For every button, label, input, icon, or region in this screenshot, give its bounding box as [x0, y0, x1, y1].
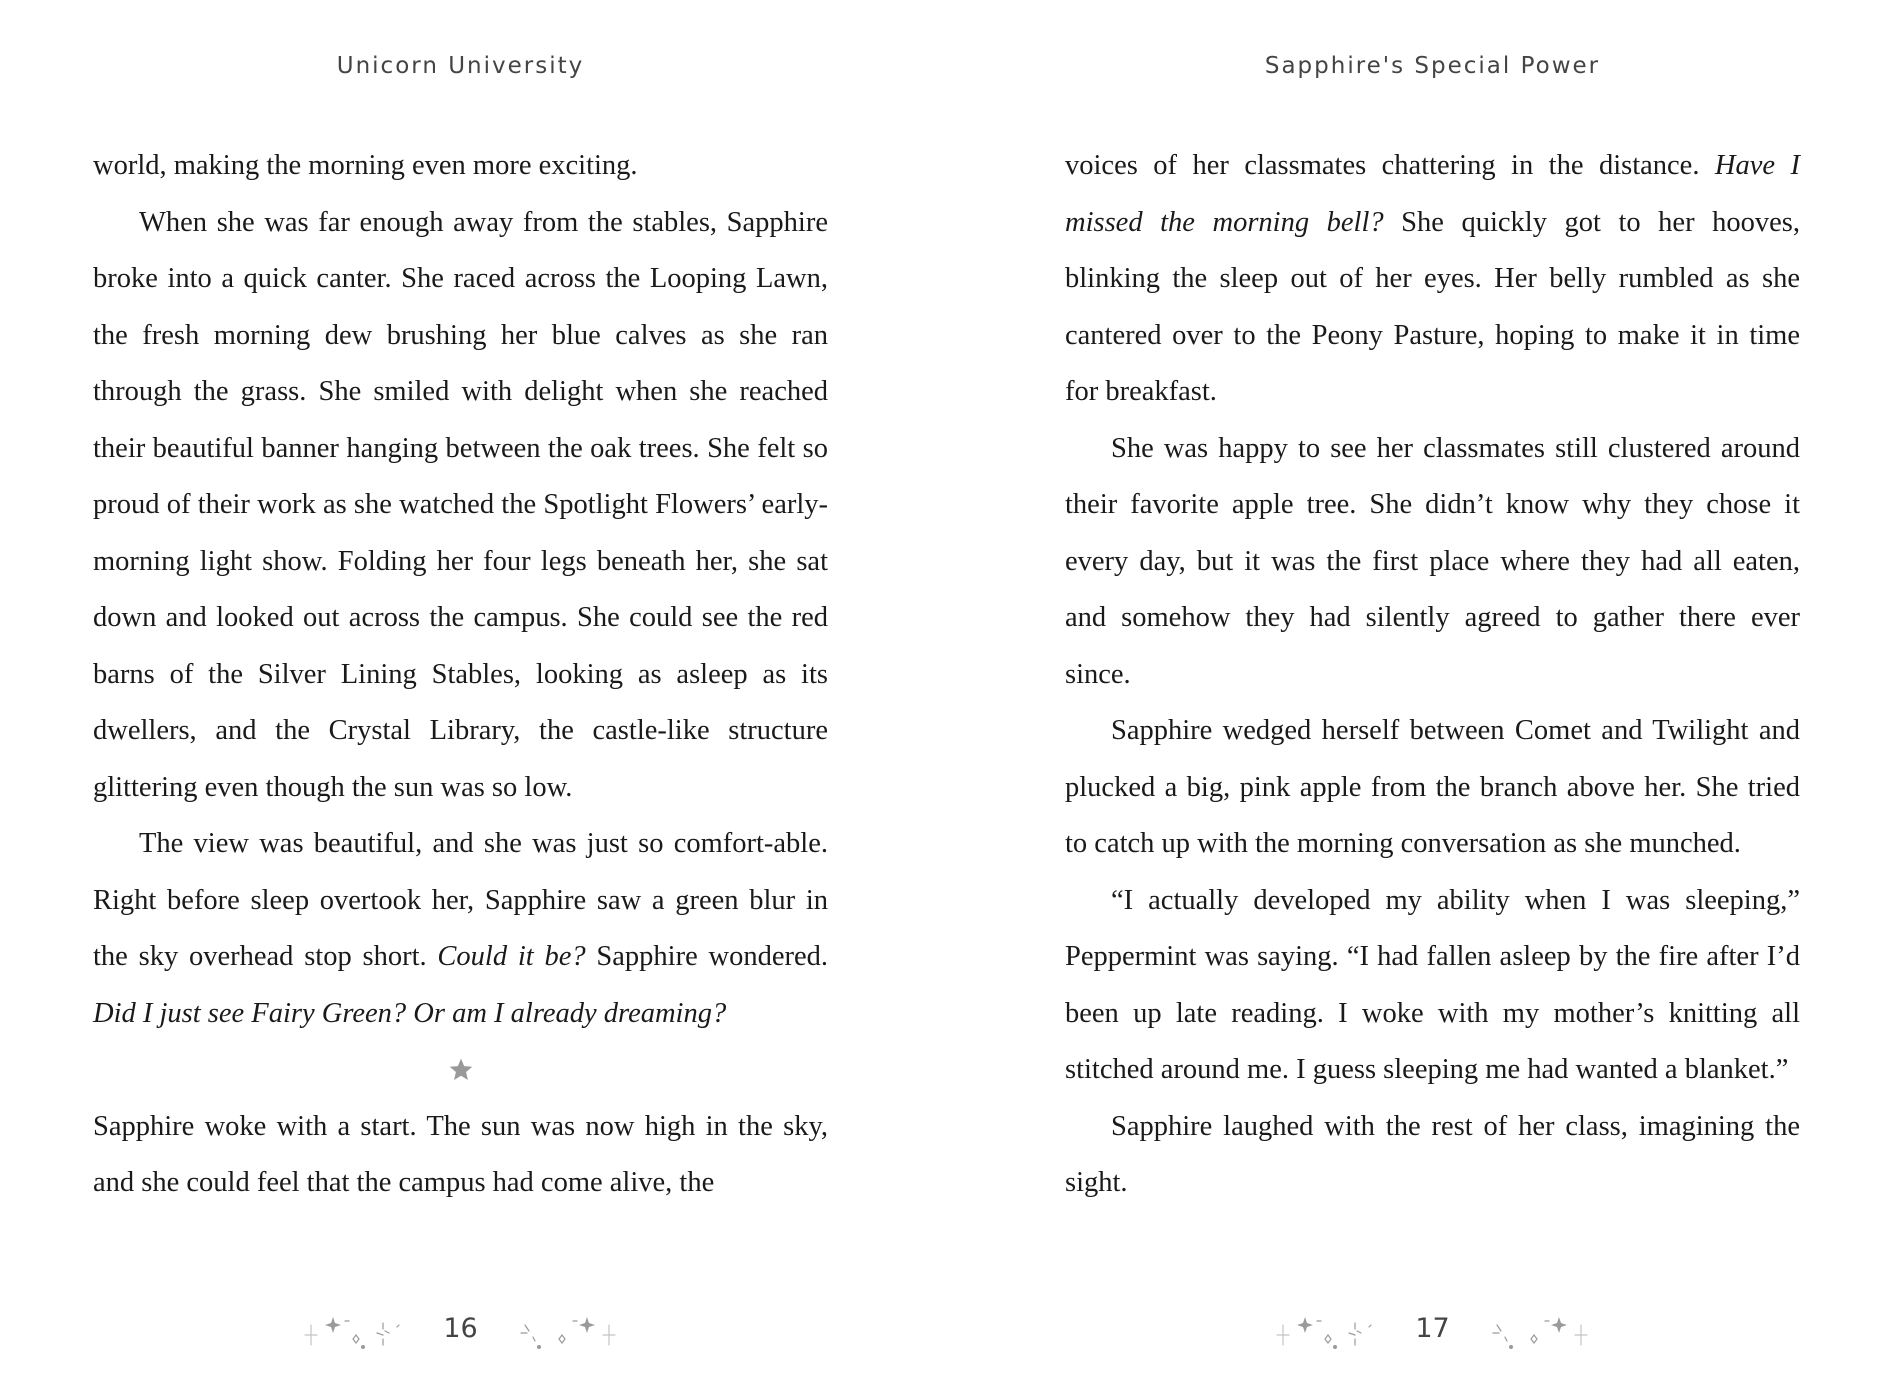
paragraph: Sapphire woke with a start. The sun was now high in the sky, and she could feel that the campus had come alive, the [93, 1110, 828, 1198]
paragraph-text: She quickly got to her hooves, blinking the sleep out of her eyes. Her belly rumbled as she cantered over to the Peony Pasture, hoping to make it in time for breakfast. [1065, 206, 1800, 407]
paragraph-text: voices of her classmates chattering in the distance. [1065, 150, 1715, 181]
paragraph: world, making the morning even more exciting. [93, 150, 638, 181]
italic-thought: Could it be? [437, 941, 586, 972]
paragraph: When she was far enough away from the stables, Sapphire broke into a quick canter. She raced across the Looping Lawn, the fresh morning dew brushing her blue calves as she ran through the grass. She smiled with delight when she reached their beautiful banner hanging between the oak trees. She felt so proud of their work as she watched the Spotlight Flowers’ early-morning light show. Folding her four legs beneath her, she sat down and looked out across the campus. She could see the red barns of the Silver Lining Stables, looking as asleep as its dwellers, and the Crystal Library, the castle-like structure glittering even though the sun was so low. [93, 206, 828, 803]
sparkle-ornament-icon [301, 1303, 411, 1353]
right-page [1065, 0, 1800, 1400]
running-head-left: Unicorn University [336, 53, 585, 79]
italic-thought: Have I missed the morning bell? [1065, 150, 1801, 238]
paragraph-text: The view was beautiful, and she was just so comfort-able. Right before sleep overtook her, Sapphire saw a green blur in the sky overhead stop short. [93, 828, 828, 972]
right-page-body [1065, 138, 1800, 1212]
page-footer-left [93, 1300, 828, 1356]
italic-thought: Did I just see Fairy Green? Or am I already dreaming? [93, 997, 727, 1029]
sparkle-ornament-icon [1483, 1303, 1593, 1353]
page-number: 17 [1415, 1312, 1450, 1344]
paragraph-text: Sapphire wondered. [585, 941, 828, 972]
sparkle-ornament-icon [1273, 1303, 1383, 1353]
page-footer-right [1065, 1300, 1800, 1356]
paragraph [93, 816, 828, 1042]
paragraph: “I actually developed my ability when I was sleeping,” Peppermint was saying. “I had fallen asleep by the fire after I’d been up late reading. I woke with my mother’s knitting all stitched around me. I guess sleeping me had wanted a blanket.” [1065, 884, 1800, 1085]
running-head-right: Sapphire's Special Power [1264, 53, 1601, 79]
sparkle-ornament-icon [511, 1303, 621, 1353]
left-page [93, 0, 828, 1400]
page-number: 16 [443, 1312, 478, 1344]
left-page-body [93, 138, 828, 1212]
scene-break [93, 1042, 828, 1099]
paragraph: Sapphire wedged herself between Comet and Twilight and plucked a big, pink apple from the branch above her. She tried to catch up with the morning conversation as she munched. [1065, 715, 1800, 859]
paragraph: Sapphire laughed with the rest of her class, imagining the sight. [1065, 1110, 1800, 1198]
paragraph: She was happy to see her classmates still clustered around their favorite apple tree. She didn’t know why they chose it every day, but it was the first place where they had all eaten, and somehow they had silently agreed to gather there ever since. [1065, 432, 1800, 690]
paragraph [1065, 138, 1800, 421]
star-icon [448, 1057, 474, 1083]
